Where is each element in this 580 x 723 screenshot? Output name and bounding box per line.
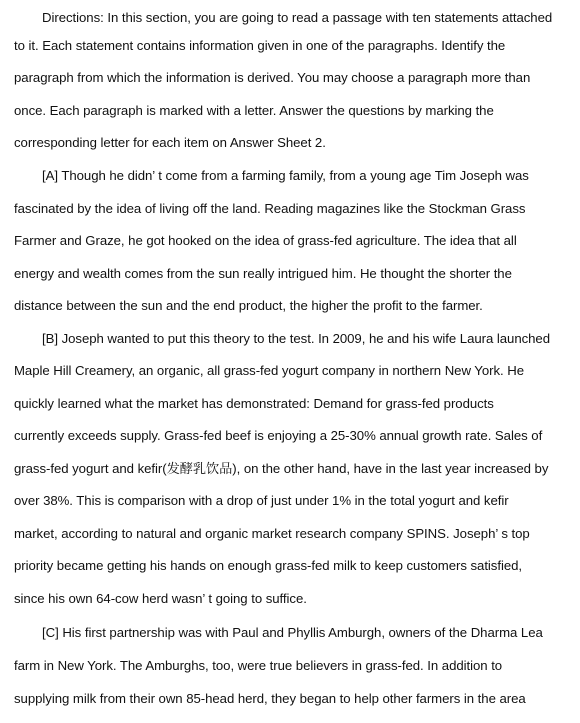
paragraph-b-line-3: quickly learned what the market has demonstrated: Demand for grass-fed products bbox=[14, 396, 494, 411]
paragraph-b-line-6: over 38%. This is comparison with a drop of just under 1% in the total yogurt and kefir bbox=[14, 493, 509, 508]
paragraph-a-line-4: energy and wealth comes from the sun really intrigued him. He thought the shorter the bbox=[14, 266, 512, 281]
paragraph-b-line-4: currently exceeds supply. Grass-fed beef is enjoying a 25-30% annual growth rate. Sales of bbox=[14, 428, 543, 443]
directions-line-5: corresponding letter for each item on Answer Sheet 2. bbox=[14, 135, 326, 150]
paragraph-a-line-5: distance between the sun and the end product, the higher the profit to the farmer. bbox=[14, 298, 483, 313]
paragraph-b-line-5: grass-fed yogurt and kefir(发酵乳饮品), on the other hand, have in the last year increased by bbox=[14, 461, 549, 476]
directions-line-4: once. Each paragraph is marked with a letter. Answer the questions by marking the bbox=[14, 103, 494, 118]
paragraph-c-line-1: [C] His first partnership was with Paul and Phyllis Amburgh, owners of the Dharma Lea bbox=[42, 625, 543, 640]
directions-line-3: paragraph from which the information is derived. You may choose a paragraph more than bbox=[14, 70, 531, 85]
paragraph-a-line-3: Farmer and Graze, he got hooked on the idea of grass-fed agriculture. The idea that all bbox=[14, 233, 517, 248]
paragraph-c-line-3: supplying milk from their own 85-head herd, they began to help other farmers in the area bbox=[14, 691, 526, 706]
paragraph-b-line-1: [B] Joseph wanted to put this theory to the test. In 2009, he and his wife Laura launched bbox=[42, 331, 551, 346]
paragraph-b-line-2: Maple Hill Creamery, an organic, all grass-fed yogurt company in northern New York. He bbox=[14, 363, 524, 378]
paragraph-b-line-7: market, according to natural and organic market research company SPINS. Joseph’ s top bbox=[14, 526, 530, 541]
paragraph-b-line-8: priority became getting his hands on enough grass-fed milk to keep customers satisfied, bbox=[14, 558, 523, 573]
paragraph-b-line-9: since his own 64-cow herd wasn’ t going to suffice. bbox=[14, 591, 307, 606]
paragraph-a-line-1: [A] Though he didn’ t come from a farming family, from a young age Tim Joseph was bbox=[42, 168, 529, 183]
paragraph-c-line-2: farm in New York. The Amburghs, too, were true believers in grass-fed. In addition to bbox=[14, 658, 503, 673]
directions-line-1: Directions: In this section, you are going to read a passage with ten statements attached bbox=[42, 10, 553, 25]
paragraph-a-line-2: fascinated by the idea of living off the land. Reading magazines like the Stockman Grass bbox=[14, 201, 526, 216]
directions-line-2: to it. Each statement contains information given in one of the paragraphs. Identify the bbox=[14, 38, 506, 53]
